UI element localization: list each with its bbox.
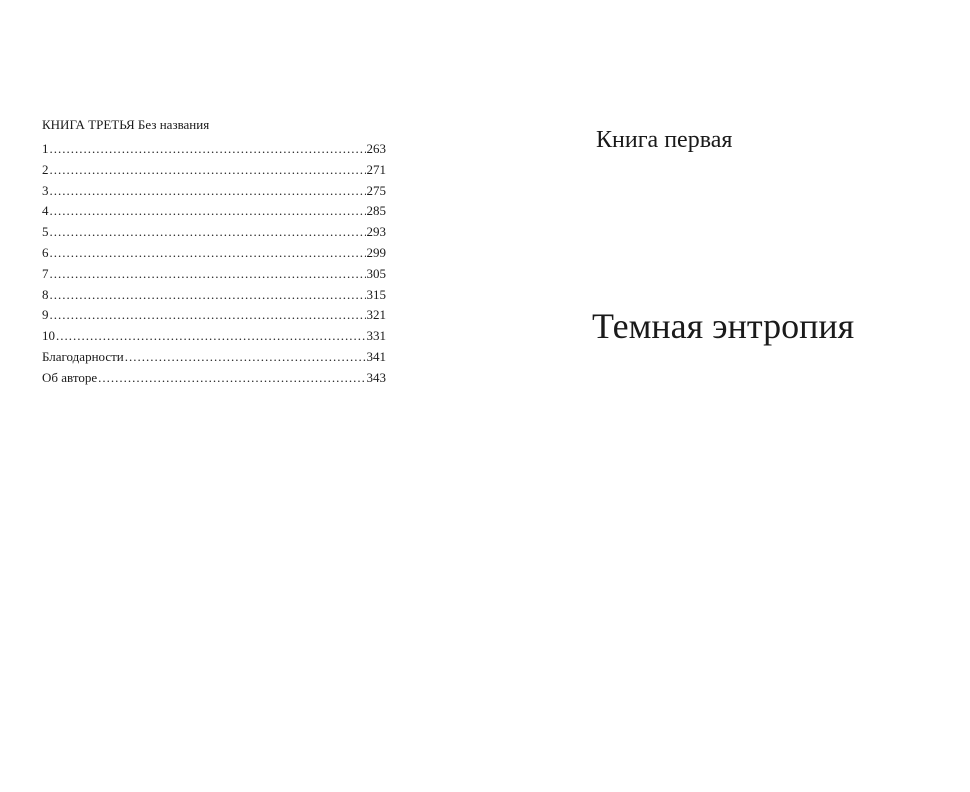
toc-entry-page: 305 [366, 265, 386, 281]
toc-entry-label: 5 [42, 224, 49, 240]
dot-leader [50, 243, 366, 264]
dot-leader [50, 264, 366, 285]
toc-entry-label: 3 [42, 182, 49, 198]
toc-entry-page: 271 [366, 161, 386, 177]
toc-entry-label: 4 [42, 203, 49, 219]
toc-entry-label: 9 [42, 307, 49, 323]
toc-entry-page: 315 [366, 286, 386, 302]
toc-entry-page: 343 [366, 369, 386, 385]
toc-entry[interactable] [42, 139, 386, 160]
toc-entry-label: 10 [42, 328, 55, 344]
toc-entry[interactable] [42, 326, 386, 347]
book-title: Темная энтропия [592, 306, 855, 346]
dot-leader [50, 285, 366, 306]
toc-entry[interactable] [42, 160, 386, 181]
toc-entry-label: 7 [42, 265, 49, 281]
toc-entry-label: Благодарности [42, 348, 124, 364]
toc-entry-page: 293 [366, 224, 386, 240]
toc-entry-label: 1 [42, 141, 49, 156]
dot-leader [50, 139, 366, 160]
toc-entry-page: 285 [366, 203, 386, 219]
dot-leader [50, 181, 366, 202]
dot-leader [50, 222, 366, 243]
dot-leader [98, 368, 365, 389]
toc-entry[interactable] [42, 181, 386, 202]
toc-list [42, 139, 386, 389]
dot-leader [125, 347, 366, 368]
toc-entry[interactable] [42, 243, 386, 264]
toc-entry-page: 331 [366, 328, 386, 344]
toc-entry[interactable] [42, 305, 386, 326]
toc-entry[interactable] [42, 264, 386, 285]
book-label: Книга первая [596, 127, 733, 153]
toc-entry-page: 263 [366, 141, 386, 156]
toc-entry-label: 8 [42, 286, 49, 302]
toc-heading: КНИГА ТРЕТЬЯ Без названия [42, 117, 210, 132]
dot-leader [50, 201, 366, 222]
dot-leader [50, 305, 366, 326]
toc-entry-label: 2 [42, 161, 49, 177]
toc-entry-label: 6 [42, 244, 49, 260]
toc-entry[interactable] [42, 368, 386, 389]
toc-entry[interactable] [42, 347, 386, 368]
toc-entry[interactable] [42, 222, 386, 243]
toc-entry[interactable] [42, 285, 386, 306]
toc-entry[interactable] [42, 201, 386, 222]
dot-leader [50, 160, 366, 181]
toc-entry-page: 341 [366, 348, 386, 364]
toc-entry-page: 299 [366, 244, 386, 260]
toc-entry-label: Об авторе [42, 369, 98, 385]
table-of-contents [42, 116, 386, 389]
dot-leader [56, 326, 366, 347]
toc-entry-page: 321 [366, 307, 386, 323]
toc-entry-page: 275 [366, 182, 386, 198]
